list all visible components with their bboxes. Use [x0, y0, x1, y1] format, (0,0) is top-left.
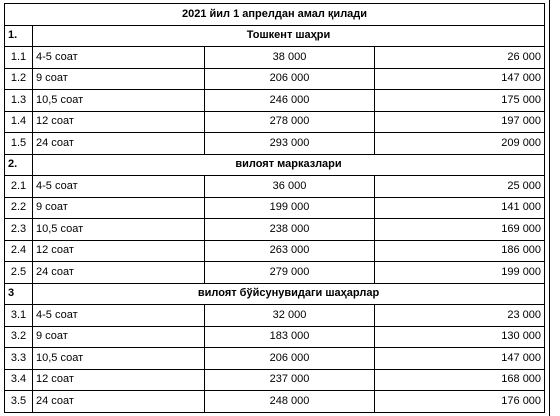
row-duration: 24 соат [33, 262, 205, 284]
row-duration: 12 соат [33, 369, 205, 391]
row-number: 3.1 [5, 305, 33, 327]
row-value-1: 263 000 [205, 240, 375, 262]
row-value-1: 199 000 [205, 197, 375, 219]
row-duration: 12 соат [33, 111, 205, 133]
table-row [5, 68, 545, 90]
row-duration: 9 соат [33, 68, 205, 90]
table-row [5, 326, 545, 348]
row-number: 2.3 [5, 219, 33, 241]
row-number: 3.5 [5, 391, 33, 413]
table-row [5, 369, 545, 391]
row-value-2: 209 000 [375, 133, 545, 155]
row-number: 1.5 [5, 133, 33, 155]
section-header-row [5, 154, 545, 176]
table-row [5, 133, 545, 155]
row-duration: 10,5 соат [33, 348, 205, 370]
section-header-row [5, 283, 545, 305]
row-value-2: 199 000 [375, 262, 545, 284]
row-value-2: 169 000 [375, 219, 545, 241]
row-number: 2.4 [5, 240, 33, 262]
section-number: 3 [5, 283, 33, 305]
row-value-2: 141 000 [375, 197, 545, 219]
row-duration: 9 соат [33, 197, 205, 219]
tariff-table [4, 3, 545, 413]
row-duration: 24 соат [33, 391, 205, 413]
section-number: 1. [5, 25, 33, 47]
table-row [5, 391, 545, 413]
table-row [5, 176, 545, 198]
row-value-1: 293 000 [205, 133, 375, 155]
row-value-1: 32 000 [205, 305, 375, 327]
row-value-2: 147 000 [375, 348, 545, 370]
row-value-1: 278 000 [205, 111, 375, 133]
row-value-1: 238 000 [205, 219, 375, 241]
table-row [5, 197, 545, 219]
section-title: Тошкент шаҳри [33, 25, 545, 47]
row-number: 1.4 [5, 111, 33, 133]
row-number: 3.4 [5, 369, 33, 391]
row-value-1: 279 000 [205, 262, 375, 284]
row-number: 2.1 [5, 176, 33, 198]
row-value-2: 176 000 [375, 391, 545, 413]
table-row [5, 90, 545, 112]
row-duration: 24 соат [33, 133, 205, 155]
row-value-1: 36 000 [205, 176, 375, 198]
row-duration: 12 соат [33, 240, 205, 262]
row-value-2: 186 000 [375, 240, 545, 262]
row-value-1: 38 000 [205, 47, 375, 69]
section-title: вилоят марказлари [33, 154, 545, 176]
row-value-2: 175 000 [375, 90, 545, 112]
table-title: 2021 йил 1 апрелдан амал қилади [5, 4, 545, 26]
table-row [5, 111, 545, 133]
table-row [5, 305, 545, 327]
row-value-2: 130 000 [375, 326, 545, 348]
row-duration: 9 соат [33, 326, 205, 348]
row-number: 1.3 [5, 90, 33, 112]
row-duration: 4-5 соат [33, 305, 205, 327]
table-row [5, 262, 545, 284]
table-row [5, 219, 545, 241]
row-value-1: 206 000 [205, 68, 375, 90]
row-number: 1.1 [5, 47, 33, 69]
section-title: вилоят бўйсунувидаги шаҳарлар [33, 283, 545, 305]
table-row [5, 240, 545, 262]
row-number: 3.2 [5, 326, 33, 348]
row-number: 3.3 [5, 348, 33, 370]
section-header-row [5, 25, 545, 47]
row-value-2: 26 000 [375, 47, 545, 69]
row-number: 1.2 [5, 68, 33, 90]
table-row [5, 348, 545, 370]
row-duration: 4-5 соат [33, 47, 205, 69]
row-value-2: 147 000 [375, 68, 545, 90]
row-number: 2.5 [5, 262, 33, 284]
row-value-1: 246 000 [205, 90, 375, 112]
row-duration: 10,5 соат [33, 90, 205, 112]
row-value-1: 248 000 [205, 391, 375, 413]
row-duration: 4-5 соат [33, 176, 205, 198]
row-value-2: 168 000 [375, 369, 545, 391]
row-value-2: 25 000 [375, 176, 545, 198]
row-value-2: 197 000 [375, 111, 545, 133]
row-value-1: 183 000 [205, 326, 375, 348]
header-row [5, 4, 545, 26]
row-number: 2.2 [5, 197, 33, 219]
table-row [5, 47, 545, 69]
row-value-1: 206 000 [205, 348, 375, 370]
row-value-2: 23 000 [375, 305, 545, 327]
page-edge-rule [549, 0, 550, 416]
row-duration: 10,5 соат [33, 219, 205, 241]
row-value-1: 237 000 [205, 369, 375, 391]
section-number: 2. [5, 154, 33, 176]
